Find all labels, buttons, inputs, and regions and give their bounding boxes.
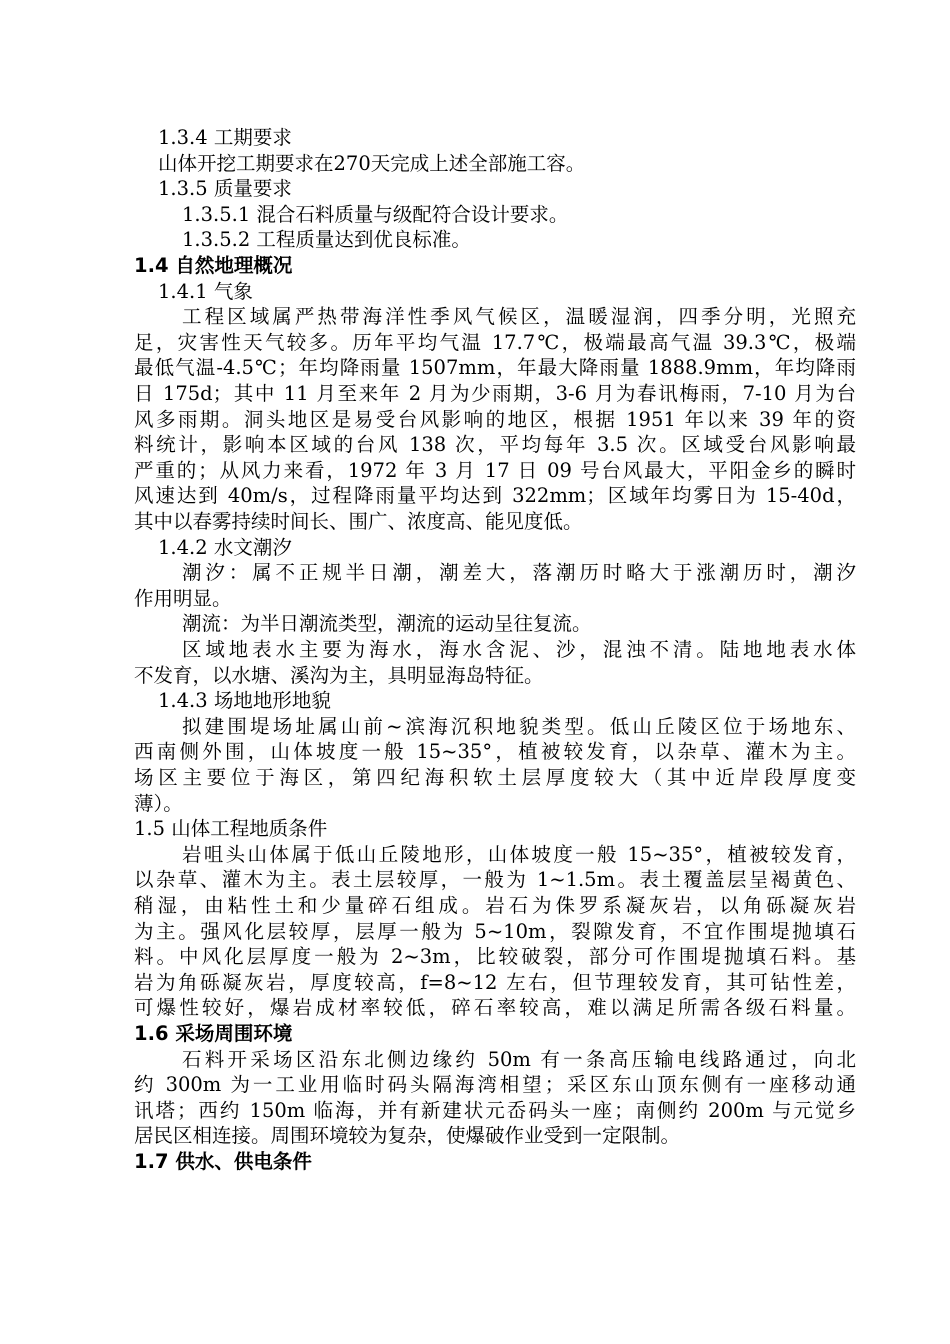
- text-line: 作用明显。: [134, 586, 232, 610]
- text-line: 拟建围堤场址属山前~滨海沉积地貌类型。低山丘陵区位于场地东、: [182, 714, 856, 738]
- text-line: 1.3.4 工期要求: [158, 126, 292, 149]
- section-heading: 1.4 自然地理概况: [134, 254, 293, 277]
- text-line: 潮流：为半日潮流类型，潮流的运动呈往复流。: [182, 612, 592, 636]
- text-line: 山体开挖工期要求在270天完成上述全部施工容。: [158, 151, 586, 175]
- text-line: 岩为角砾凝灰岩，厚度较高，f=8~12 左右，但节理较发育，其可钻性差，: [134, 970, 856, 994]
- section-heading: 1.7 供水、供电条件: [134, 1150, 312, 1173]
- text-line: 日 175d；其中 11 月至来年 2 月为少雨期，3-6 月为春讯梅雨，7-10 月为台: [134, 382, 856, 405]
- text-line: 严重的；从风力来看，1972 年 3 月 17 日 09 号台风最大，平阳金乡的瞬时: [134, 458, 856, 482]
- text-line: 1.3.5.2 工程质量达到优良标准。: [182, 228, 471, 252]
- text-line: 石料开采场区沿东北侧边缘约 50m 有一条高压输电线路通过，向北: [182, 1047, 856, 1071]
- text-line: 风多雨期。洞头地区是易受台风影响的地区，根据 1951 年以来 39 年的资: [134, 407, 856, 431]
- text-line: 潮汐：属不正规半日潮，潮差大，落潮历时略大于涨潮历时，潮汐: [182, 561, 856, 585]
- text-line: 1.4.2 水文潮汐: [158, 535, 292, 559]
- text-line: 区域地表水主要为海水，海水含泥、沙，混浊不清。陆地地表水体: [182, 638, 856, 661]
- text-line: 居民区相连接。周围环境较为复杂，使爆破作业受到一定限制。: [134, 1124, 681, 1148]
- text-line: 稍湿，由粘性土和少量碎石组成。岩石为侏罗系凝灰岩，以角砾凝灰岩: [134, 894, 856, 917]
- text-line: 为主。强风化层较厚，层厚一般为 5~10m，裂隙发育，不宜作围堤抛填石: [134, 919, 856, 943]
- text-line: 1.3.5 质量要求: [158, 177, 292, 201]
- text-line: 料统计，影响本区域的台风 138 次，平均每年 3.5 次。区域受台风影响最: [134, 433, 856, 457]
- text-line: 料。中风化层厚度一般为 2~3m，比较破裂，部分可作围堤抛填石料。基: [134, 945, 856, 969]
- text-line: 1.4.1 气象: [158, 279, 253, 303]
- text-line: 1.4.3 场地地形地貌: [158, 689, 331, 713]
- text-line: 岩咀头山体属于低山丘陵地形，山体坡度一般 15~35°，植被较发育，: [182, 842, 856, 866]
- text-line: 足，灾害性天气较多。历年平均气温 17.7℃，极端最高气温 39.3℃，极端: [134, 330, 856, 354]
- text-line: 风速达到 40m/s，过程降雨量平均达到 322mm；区域年均雾日为 15-40d，: [134, 484, 856, 508]
- text-line: 工程区域属严热带海洋性季风气候区，温暖湿润，四季分明，光照充: [182, 305, 856, 329]
- text-line: 薄）。: [134, 791, 183, 815]
- text-line: 1.5 山体工程地质条件: [134, 817, 328, 841]
- text-line: 不发育，以水塘、溪沟为主，具明显海岛特征。: [134, 663, 544, 687]
- text-line: 其中以春雾持续时间长、围广、浓度高、能见度低。: [134, 510, 583, 533]
- text-line: 以杂草、灌木为主。表土层较厚，一般为 1~1.5m。表土覆盖层呈褐黄色、: [134, 868, 856, 892]
- text-line: 场区主要位于海区，第四纪海积软土层厚度较大（其中近岸段厚度变: [134, 766, 856, 789]
- text-line: 西南侧外围，山体坡度一般 15~35°，植被较发育，以杂草、灌木为主。: [134, 740, 856, 764]
- text-line: 讯塔；西约 150m 临海，并有新建状元岙码头一座；南侧约 200m 与元觉乡: [134, 1098, 856, 1122]
- text-line: 约 300m 为一工业用临时码头隔海湾相望；采区东山顶东侧有一座移动通: [134, 1073, 856, 1097]
- text-line: 最低气温-4.5℃；年均降雨量 1507mm，年最大降雨量 1888.9mm，年均降雨: [134, 356, 856, 380]
- section-heading: 1.6 采场周围环境: [134, 1022, 293, 1045]
- text-line: 1.3.5.1 混合石料质量与级配符合设计要求。: [182, 202, 569, 226]
- text-line: 可爆性较好，爆岩成材率较低，碎石率较高，难以满足所需各级石料量。: [134, 996, 856, 1020]
